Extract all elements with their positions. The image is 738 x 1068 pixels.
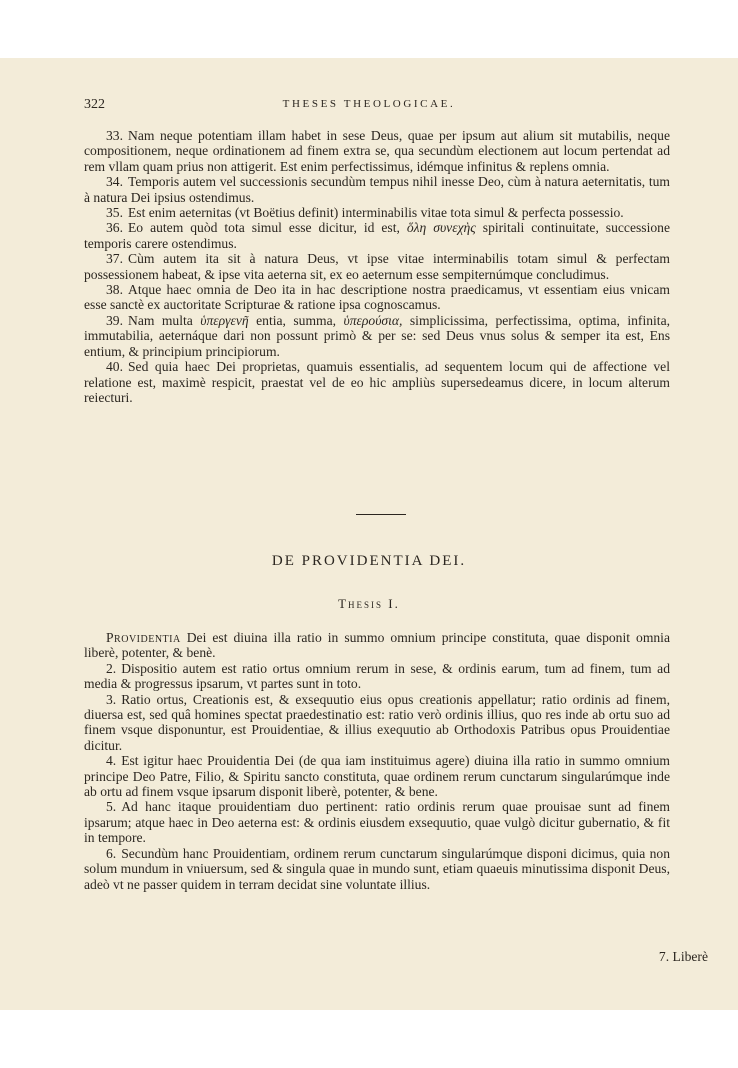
thesis-title: Thesis I. bbox=[338, 596, 400, 611]
greek-word: ὑπερούσια, bbox=[343, 312, 403, 328]
paragraph-1: Providentia Dei est diuina illa ratio in summo omnium principe constituta, quae disponit omnia liberè, potenter, & benè. bbox=[84, 630, 670, 661]
paragraph-38: 38. Atque haec omnia de Deo ita in hac descriptione nostra praedicamus, vt essentiam eius vnicam esse sanctè ex auctoritate Scripturae & ratione ipsa cognoscamus. bbox=[84, 282, 670, 313]
paragraph-33: 33. Nam neque potentiam illam habet in sese Deus, quae per ipsum aut alium sit mutabilis, neque compositionem, neque ordinationem ad finem extra se, qua secundùm electionem aut locum pertendat ad rem vllam quam prius non attigerit. Est enim perfectissimus, idémque infinitus & replens omnia. bbox=[84, 128, 670, 174]
paragraph-36: 36. Eo autem quòd tota simul esse dicitur, id est, ὅλη συνεχὴς spiritali continuitate, successione temporis carere ostendimus. bbox=[84, 220, 670, 251]
paragraph-40: 40. Sed quia haec Dei proprietas, quamuis essentialis, ad sequentem locum qui de affectione vel relatione est, maximè respicit, praestat vel de eo hic ampliùs supersedeamus dicere, in locum alterum reiecturi. bbox=[84, 359, 670, 405]
paragraph-6: 6. Secundùm hanc Prouidentiam, ordinem rerum cunctarum singularúmque disponi dicimus, quia non solum mundum in vniuersum, sed & singula quae in mundo sunt, etiam quaeuis minutissima disponit Deus, adeò vt ne passer quidem in terram decidat sine voluntate illius. bbox=[84, 845, 670, 892]
paragraph-5: 5. Ad hanc itaque prouidentiam duo pertinent: ratio ordinis rerum quae prouisae sunt ad finem ipsarum; atque haec in Deo aeterna est: & ordinis eiusdem exsequutio, quae vulgò dicitur gubernatio, & fit in tempore. bbox=[84, 799, 670, 846]
section-divider bbox=[356, 514, 406, 515]
paragraph-34: 34. Temporis autem vel successionis secundùm tempus nihil inesse Deo, cùm à natura aeternitatis, tum à natura Dei ipsius ostendimus. bbox=[84, 174, 670, 205]
paragraph-2: 2. Dispositio autem est ratio ortus omnium rerum in sese, & ordinis earum, tum ad finem, tum ad media & progressus ipsarum, vt partes sunt in toto. bbox=[84, 660, 670, 692]
paragraph-37: 37. Cùm autem ita sit à natura Deus, vt ipse vitae interminabilis totam simul & perfectam possessionem habeat, & ipse vita aeterna sit, ex eo aeternum esse sempiternúmque concludimus. bbox=[84, 251, 670, 282]
theses-continuation bbox=[84, 128, 670, 405]
paragraph-39: 39. Nam multa ὑπεργενῆ entia, summa, ὑπερούσια, simplicissima, perfectissima, optima, infinita, immutabilia, aeternáque dari non possunt primò & per se: sed Deus vnus solus & semper ita est, Ens entium, & principium principiorum. bbox=[84, 312, 671, 359]
paragraph-35: 35. Est enim aeternitas (vt Boëtius definit) interminabilis vitae tota simul & perfecta possessio. bbox=[106, 205, 624, 221]
page-header bbox=[0, 97, 738, 117]
paragraph-3: 3. Ratio ortus, Creationis est, & exsequutio eius opus creationis appellatur; ratio ordinis ad finem, diuersa est, sed quâ homines spectat praedestinatio est: ratio verò ordinis illius, quo res inde ab ortu suo ad finem vsque disponuntur, est Prouidentiae, & illius exequutio ab Orthodoxis Patribus opus Prouidentiae dicitur. bbox=[84, 691, 670, 753]
paragraph-4: 4. Est igitur haec Prouidentia Dei (de qua iam instituimus agere) diuina illa ratio in summo omnium principe Deo Patre, Filio, & Spiritu sancto constituta, quae ordinem rerum cunctarum singularúmque inde ab ortu ad finem vsque ipsarum disponit liberè, potenter, & bene. bbox=[84, 753, 670, 800]
thesis-body bbox=[84, 630, 670, 892]
section-title: DE PROVIDENTIA DEI. bbox=[271, 553, 467, 569]
greek-word: ὑπεργενῆ bbox=[200, 312, 249, 328]
running-title: THESES THEOLOGICAE. bbox=[282, 98, 456, 110]
catchword: 7. Liberè bbox=[658, 949, 708, 964]
book-page bbox=[0, 58, 738, 1010]
greek-phrase: ὅλη συνεχὴς bbox=[406, 220, 476, 236]
page-number: 322 bbox=[84, 97, 105, 112]
